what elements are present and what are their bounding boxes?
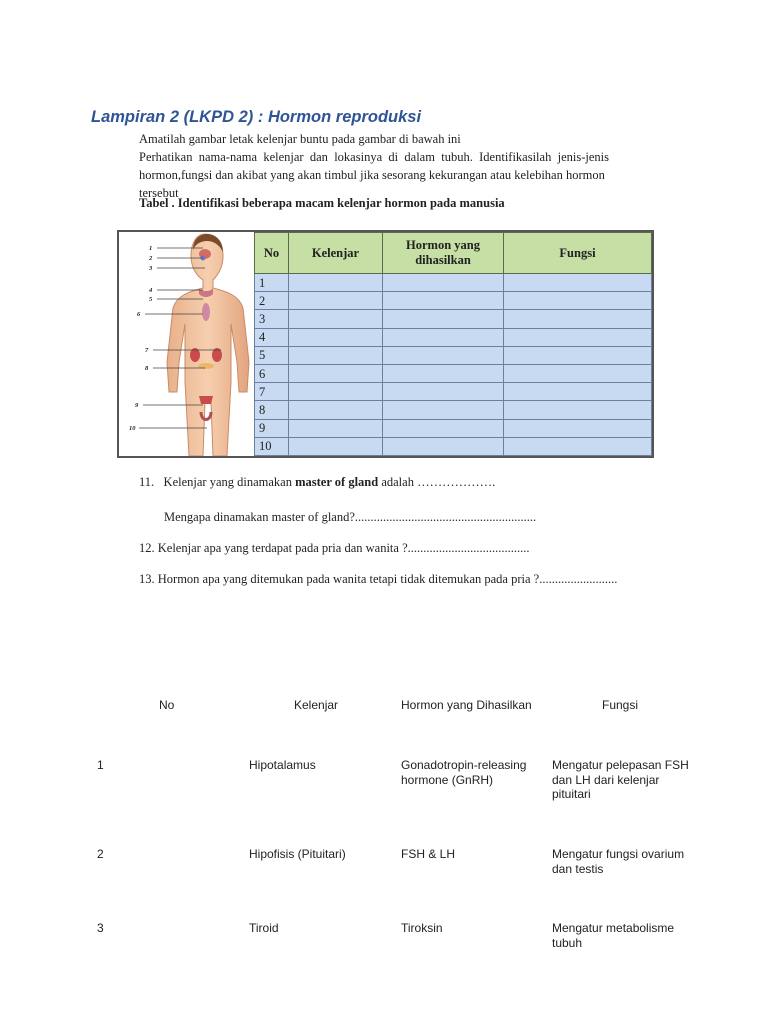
page-title: Lampiran 2 (LKPD 2) : Hormon reproduksi: [91, 108, 422, 126]
question-text: adalah ……………….: [378, 475, 496, 489]
blank-cell[interactable]: [383, 292, 504, 310]
row-number: 9: [255, 419, 289, 437]
figure-label-4: 4: [149, 287, 153, 294]
intro-paragraph: [139, 130, 609, 202]
blank-cell[interactable]: [289, 419, 383, 437]
blank-cell[interactable]: [289, 401, 383, 419]
figure-label-1: 1: [149, 245, 153, 252]
blank-cell[interactable]: [289, 310, 383, 328]
intro-line-1: Amatilah gambar letak kelenjar buntu pada gambar di bawah ini: [139, 132, 461, 146]
table-row: [255, 274, 652, 292]
row-number: 4: [255, 328, 289, 346]
answer-row-3-hormon: Tiroksin: [401, 921, 443, 935]
question-bold-term: master of gland: [295, 475, 379, 489]
blank-cell[interactable]: [504, 401, 652, 419]
human-body-svg: [119, 232, 254, 456]
table-row: [255, 437, 652, 455]
row-number: 6: [255, 364, 289, 382]
blank-cell[interactable]: [289, 383, 383, 401]
table-row: [255, 419, 652, 437]
human-body-illustration: [119, 232, 255, 456]
table-row: [255, 401, 652, 419]
blank-cell[interactable]: [504, 274, 652, 292]
blank-cell[interactable]: [504, 437, 652, 455]
figure-label-2: 2: [149, 255, 153, 262]
blank-cell[interactable]: [383, 383, 504, 401]
col-header-hormon: Hormon yang dihasilkan: [383, 233, 504, 274]
blank-cell[interactable]: [383, 310, 504, 328]
answer-row-2-fungsi: Mengatur fungsi ovarium dan testis: [552, 847, 685, 876]
table-caption: Tabel . Identifikasi beberapa macam kelenjar hormon pada manusia: [139, 196, 505, 210]
figure-label-7: 7: [145, 347, 149, 354]
answer-row-2-no: 2: [97, 847, 104, 861]
answer-row-1-no: 1: [97, 758, 104, 772]
figure-label-5: 5: [149, 296, 153, 303]
row-number: 7: [255, 383, 289, 401]
col-header-no: No: [255, 233, 289, 274]
answer-row-1-hormon: Gonadotropin-releasing hormone (GnRH): [401, 758, 527, 787]
answer-row-2-kelenjar: Hipofisis (Pituitari): [249, 847, 346, 861]
question-text: Kelenjar yang dinamakan: [163, 475, 296, 489]
blank-cell[interactable]: [383, 328, 504, 346]
blank-cell[interactable]: [383, 274, 504, 292]
row-number: 5: [255, 346, 289, 364]
answer-header-kelenjar: Kelenjar: [294, 698, 339, 712]
blank-cell[interactable]: [289, 292, 383, 310]
col-header-fungsi: Fungsi: [504, 233, 652, 274]
blank-cell[interactable]: [504, 292, 652, 310]
table-row: [255, 328, 652, 346]
question-13: 13. Hormon apa yang ditemukan pada wanita tetapi tidak ditemukan pada pria ?.........................: [139, 572, 618, 586]
table-row: [255, 383, 652, 401]
intro-line-2: Perhatikan nama-nama kelenjar dan lokasinya di dalam tubuh. Identifikasilah jenis-jenis: [139, 150, 609, 164]
table-row: [255, 310, 652, 328]
worksheet-table: [254, 232, 652, 456]
table-row: [255, 292, 652, 310]
blank-cell[interactable]: [383, 346, 504, 364]
blank-cell[interactable]: [289, 274, 383, 292]
answer-header-hormon: Hormon yang Dihasilkan: [401, 698, 532, 712]
blank-cell[interactable]: [504, 310, 652, 328]
answer-header-no: No: [159, 698, 175, 712]
row-number: 2: [255, 292, 289, 310]
blank-cell[interactable]: [383, 401, 504, 419]
question-11: [139, 475, 495, 490]
blank-cell[interactable]: [289, 328, 383, 346]
blank-cell[interactable]: [504, 328, 652, 346]
blank-cell[interactable]: [289, 346, 383, 364]
blank-cell[interactable]: [504, 364, 652, 382]
answer-row-3-kelenjar: Tiroid: [249, 921, 279, 935]
blank-cell[interactable]: [289, 364, 383, 382]
row-number: 10: [255, 437, 289, 455]
figure-label-6: 6: [137, 311, 141, 318]
question-11b: Mengapa dinamakan master of gland?..........................................................: [164, 510, 537, 524]
answer-row-2-hormon: FSH & LH: [401, 847, 456, 861]
figure-label-10: 10: [129, 425, 136, 432]
figure-label-8: 8: [145, 365, 149, 372]
table-row: [255, 346, 652, 364]
blank-cell[interactable]: [504, 419, 652, 437]
blank-cell[interactable]: [383, 364, 504, 382]
row-number: 8: [255, 401, 289, 419]
row-number: 1: [255, 274, 289, 292]
blank-cell[interactable]: [289, 437, 383, 455]
blank-cell[interactable]: [504, 383, 652, 401]
col-header-kelenjar: Kelenjar: [289, 233, 383, 274]
answer-header-fungsi: Fungsi: [602, 698, 639, 712]
row-number: 3: [255, 310, 289, 328]
figure-label-9: 9: [135, 402, 139, 409]
intro-line-3: hormon,fungsi dan akibat yang akan timbul jika sesorang kekurangan atau kelebihan hormon tersebut: [139, 168, 605, 200]
worksheet-figure: [117, 230, 654, 458]
blank-cell[interactable]: [383, 419, 504, 437]
figure-label-3: 3: [149, 265, 153, 272]
question-12: 12. Kelenjar apa yang terdapat pada pria dan wanita ?.......................................: [139, 541, 530, 555]
answer-row-3-fungsi: Mengatur metabolisme tubuh: [552, 921, 675, 950]
table-row: [255, 364, 652, 382]
answer-row-1-kelenjar: Hipotalamus: [249, 758, 316, 772]
answer-row-1-fungsi: Mengatur pelepasan FSH dan LH dari kelenjar pituitari: [552, 758, 689, 801]
blank-cell[interactable]: [504, 346, 652, 364]
answer-row-3-no: 3: [97, 921, 104, 935]
question-number: 11.: [139, 475, 155, 489]
blank-cell[interactable]: [383, 437, 504, 455]
